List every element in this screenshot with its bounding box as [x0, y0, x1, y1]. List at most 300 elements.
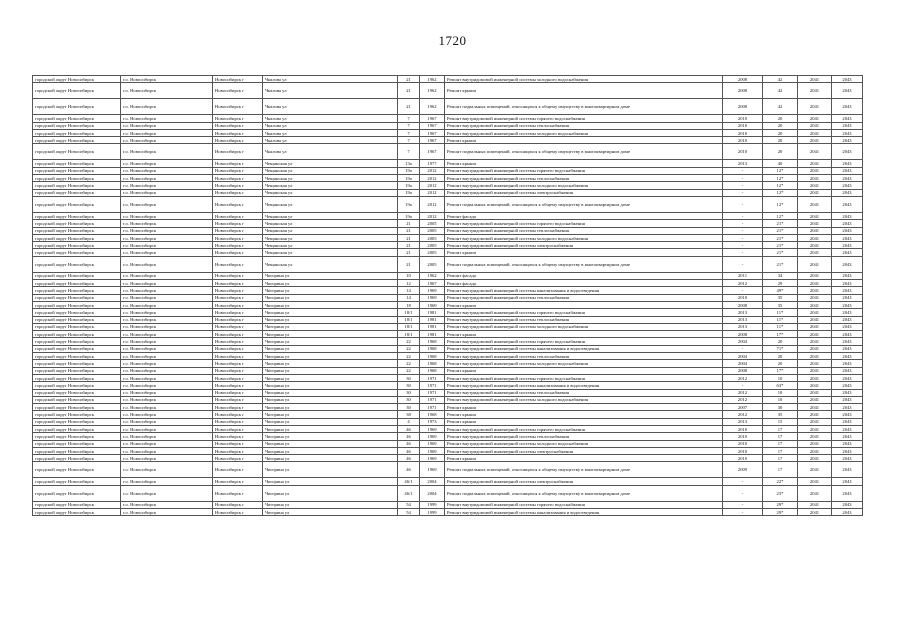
- period-start-cell: 2041: [798, 212, 832, 219]
- period-start-cell: 2041: [798, 389, 832, 396]
- period-end-cell: 2043: [832, 389, 863, 396]
- wear-percent-cell: 12*: [763, 189, 798, 196]
- build-year-cell: 1969: [420, 447, 445, 454]
- build-year-cell: 1968: [420, 367, 445, 374]
- wear-percent-cell: 42: [763, 83, 798, 99]
- wear-percent-cell: 21*: [763, 220, 798, 227]
- district-cell: г.о. Новосибирск: [121, 447, 213, 454]
- municipality-cell: городской округ Новосибирск: [33, 256, 121, 272]
- table-row: [33, 323, 863, 330]
- house-number-cell: 30: [398, 374, 420, 381]
- period-end-cell: 2043: [832, 331, 863, 338]
- district-cell: г.о. Новосибирск: [121, 418, 213, 425]
- work-type-cell: Ремонт крыши: [445, 455, 723, 462]
- last-repair-year-cell: 2013: [723, 160, 763, 167]
- district-cell: г.о. Новосибирск: [121, 462, 213, 478]
- municipality-cell: городской округ Новосибирск: [33, 396, 121, 403]
- municipality-cell: городской округ Новосибирск: [33, 331, 121, 338]
- period-start-cell: 2041: [798, 404, 832, 411]
- street-cell: Чкалова ул: [263, 76, 398, 83]
- street-cell: Чигорина ул: [263, 396, 398, 403]
- last-repair-year-cell: -: [723, 256, 763, 272]
- district-cell: г.о. Новосибирск: [121, 396, 213, 403]
- house-number-cell: 46: [398, 440, 420, 447]
- last-repair-year-cell: -: [723, 167, 763, 174]
- period-end-cell: 2043: [832, 76, 863, 83]
- period-start-cell: 2041: [798, 196, 832, 212]
- period-start-cell: 2041: [798, 345, 832, 352]
- build-year-cell: 2004: [420, 485, 445, 501]
- house-number-cell: 21: [398, 256, 420, 272]
- table-row: [33, 220, 863, 227]
- locality-cell: Новосибирск г: [213, 396, 263, 403]
- build-year-cell: 1981: [420, 316, 445, 323]
- work-type-cell: Ремонт подвальных помещений, относящихся к общему имуществу в многоквартирном доме: [445, 256, 723, 272]
- table-row: [33, 196, 863, 212]
- street-cell: Чигорина ул: [263, 323, 398, 330]
- wear-percent-cell: 20: [763, 338, 798, 345]
- municipality-cell: городской округ Новосибирск: [33, 122, 121, 129]
- house-number-cell: 18/1: [398, 323, 420, 330]
- house-number-cell: 21: [398, 227, 420, 234]
- district-cell: г.о. Новосибирск: [121, 83, 213, 99]
- district-cell: г.о. Новосибирск: [121, 323, 213, 330]
- wear-percent-cell: 20: [763, 122, 798, 129]
- locality-cell: Новосибирск г: [213, 234, 263, 241]
- period-start-cell: 2041: [798, 294, 832, 301]
- locality-cell: Новосибирск г: [213, 433, 263, 440]
- period-end-cell: 2043: [832, 182, 863, 189]
- locality-cell: Новосибирск г: [213, 411, 263, 418]
- build-year-cell: 2012: [420, 196, 445, 212]
- table-row: [33, 83, 863, 99]
- period-start-cell: 2041: [798, 485, 832, 501]
- period-start-cell: 2041: [798, 301, 832, 308]
- table-row: [33, 404, 863, 411]
- wear-percent-cell: 35: [763, 411, 798, 418]
- period-start-cell: 2041: [798, 272, 832, 279]
- work-type-cell: Ремонт крыши: [445, 249, 723, 256]
- house-number-cell: 21: [398, 242, 420, 249]
- work-type-cell: Ремонт внутридомовой инженерной системы горячего водоснабжения: [445, 309, 723, 316]
- last-repair-year-cell: 2007: [723, 404, 763, 411]
- period-end-cell: 2043: [832, 167, 863, 174]
- house-number-cell: 22: [398, 353, 420, 360]
- table-row: [33, 440, 863, 447]
- district-cell: г.о. Новосибирск: [121, 316, 213, 323]
- wear-percent-cell: 17: [763, 462, 798, 478]
- wear-percent-cell: 30: [763, 404, 798, 411]
- street-cell: Чигорина ул: [263, 338, 398, 345]
- period-end-cell: 2043: [832, 338, 863, 345]
- period-end-cell: 2043: [832, 440, 863, 447]
- municipality-cell: городской округ Новосибирск: [33, 447, 121, 454]
- table-row: [33, 227, 863, 234]
- work-type-cell: Ремонт внутридомовой инженерной системы электроснабжения: [445, 478, 723, 485]
- period-end-cell: 2043: [832, 242, 863, 249]
- period-start-cell: 2041: [798, 309, 832, 316]
- locality-cell: Новосибирск г: [213, 287, 263, 294]
- district-cell: г.о. Новосибирск: [121, 404, 213, 411]
- wear-percent-cell: 42: [763, 99, 798, 115]
- wear-percent-cell: 21*: [763, 249, 798, 256]
- house-number-cell: 46/1: [398, 478, 420, 485]
- street-cell: Чещинская ул: [263, 234, 398, 241]
- house-number-cell: 12: [398, 280, 420, 287]
- period-start-cell: 2041: [798, 367, 832, 374]
- last-repair-year-cell: -: [723, 249, 763, 256]
- work-type-cell: Ремонт внутридомовой инженерной системы теплоснабжения: [445, 316, 723, 323]
- build-year-cell: 1967: [420, 129, 445, 136]
- work-type-cell: Ремонт внутридомовой инженерной системы холодного водоснабжения: [445, 182, 723, 189]
- table-row: [33, 249, 863, 256]
- period-end-cell: 2043: [832, 478, 863, 485]
- municipality-cell: городской округ Новосибирск: [33, 242, 121, 249]
- street-cell: Чигорина ул: [263, 287, 398, 294]
- table-row: [33, 309, 863, 316]
- house-number-cell: 30: [398, 404, 420, 411]
- wear-percent-cell: 11*: [763, 309, 798, 316]
- district-cell: г.о. Новосибирск: [121, 309, 213, 316]
- period-start-cell: 2041: [798, 160, 832, 167]
- period-start-cell: 2041: [798, 440, 832, 447]
- municipality-cell: городской округ Новосибирск: [33, 338, 121, 345]
- wear-percent-cell: 23*: [763, 485, 798, 501]
- locality-cell: Новосибирск г: [213, 76, 263, 83]
- period-end-cell: 2043: [832, 316, 863, 323]
- district-cell: г.о. Новосибирск: [121, 360, 213, 367]
- municipality-cell: городской округ Новосибирск: [33, 160, 121, 167]
- house-number-cell: 18/1: [398, 316, 420, 323]
- build-year-cell: 1999: [420, 509, 445, 516]
- wear-percent-cell: 20: [763, 115, 798, 122]
- work-type-cell: Ремонт внутридомовой инженерной системы холодного водоснабжения: [445, 360, 723, 367]
- locality-cell: Новосибирск г: [213, 249, 263, 256]
- district-cell: г.о. Новосибирск: [121, 137, 213, 144]
- house-number-cell: 19а: [398, 212, 420, 219]
- period-end-cell: 2043: [832, 99, 863, 115]
- build-year-cell: 1973: [420, 418, 445, 425]
- locality-cell: Новосибирск г: [213, 212, 263, 219]
- period-start-cell: 2041: [798, 189, 832, 196]
- house-number-cell: 18: [398, 301, 420, 308]
- district-cell: г.о. Новосибирск: [121, 160, 213, 167]
- street-cell: Чещинская ул: [263, 189, 398, 196]
- build-year-cell: 2012: [420, 189, 445, 196]
- period-start-cell: 2041: [798, 338, 832, 345]
- district-cell: г.о. Новосибирск: [121, 175, 213, 182]
- district-cell: г.о. Новосибирск: [121, 440, 213, 447]
- period-start-cell: 2041: [798, 396, 832, 403]
- table-row: [33, 189, 863, 196]
- municipality-cell: городской округ Новосибирск: [33, 418, 121, 425]
- wear-percent-cell: 10: [763, 389, 798, 396]
- locality-cell: Новосибирск г: [213, 83, 263, 99]
- wear-percent-cell: 63*: [763, 382, 798, 389]
- street-cell: Чигорина ул: [263, 433, 398, 440]
- last-repair-year-cell: 2012: [723, 411, 763, 418]
- locality-cell: Новосибирск г: [213, 160, 263, 167]
- work-type-cell: Ремонт внутридомовой инженерной системы горячего водоснабжения: [445, 338, 723, 345]
- municipality-cell: городской округ Новосибирск: [33, 389, 121, 396]
- last-repair-year-cell: 2010: [723, 129, 763, 136]
- work-type-cell: Ремонт внутридомовой инженерной системы теплоснабжения: [445, 294, 723, 301]
- build-year-cell: 1969: [420, 433, 445, 440]
- house-number-cell: 7: [398, 129, 420, 136]
- build-year-cell: 1969: [420, 294, 445, 301]
- locality-cell: Новосибирск г: [213, 374, 263, 381]
- district-cell: г.о. Новосибирск: [121, 212, 213, 219]
- build-year-cell: 1967: [420, 280, 445, 287]
- locality-cell: Новосибирск г: [213, 196, 263, 212]
- period-start-cell: 2041: [798, 182, 832, 189]
- table-row: [33, 478, 863, 485]
- table-row: [33, 433, 863, 440]
- work-type-cell: Ремонт подвальных помещений, относящихся к общему имуществу в многоквартирном доме: [445, 462, 723, 478]
- street-cell: Чещинская ул: [263, 167, 398, 174]
- period-start-cell: 2041: [798, 122, 832, 129]
- work-type-cell: Ремонт внутридомовой инженерной системы канализования и водоотведения: [445, 287, 723, 294]
- work-type-cell: Ремонт внутридомовой инженерной системы холодного водоснабжения: [445, 234, 723, 241]
- period-start-cell: 2041: [798, 455, 832, 462]
- municipality-cell: городской округ Новосибирск: [33, 280, 121, 287]
- house-number-cell: 22: [398, 360, 420, 367]
- locality-cell: Новосибирск г: [213, 323, 263, 330]
- wear-percent-cell: 20: [763, 360, 798, 367]
- period-end-cell: 2043: [832, 234, 863, 241]
- last-repair-year-cell: 2008: [723, 331, 763, 338]
- last-repair-year-cell: 2010: [723, 294, 763, 301]
- period-start-cell: 2041: [798, 501, 832, 508]
- table-row: [33, 256, 863, 272]
- work-type-cell: Ремонт внутридомовой инженерной системы теплоснабжения: [445, 175, 723, 182]
- locality-cell: Новосибирск г: [213, 242, 263, 249]
- house-number-cell: 21: [398, 83, 420, 99]
- period-end-cell: 2043: [832, 220, 863, 227]
- period-start-cell: 2041: [798, 425, 832, 432]
- last-repair-year-cell: -: [723, 227, 763, 234]
- period-start-cell: 2041: [798, 220, 832, 227]
- house-number-cell: 21: [398, 234, 420, 241]
- house-number-cell: 46: [398, 447, 420, 454]
- build-year-cell: 2012: [420, 182, 445, 189]
- table-row: [33, 76, 863, 83]
- period-start-cell: 2041: [798, 144, 832, 160]
- wear-percent-cell: 29: [763, 280, 798, 287]
- house-number-cell: 18/1: [398, 331, 420, 338]
- street-cell: Чещинская ул: [263, 182, 398, 189]
- work-type-cell: Ремонт внутридомовой инженерной системы холодного водоснабжения: [445, 440, 723, 447]
- house-number-cell: 19а: [398, 196, 420, 212]
- build-year-cell: 1971: [420, 389, 445, 396]
- locality-cell: Новосибирск г: [213, 404, 263, 411]
- page-number: 1720: [438, 33, 467, 48]
- municipality-cell: городской округ Новосибирск: [33, 175, 121, 182]
- municipality-cell: городской округ Новосибирск: [33, 189, 121, 196]
- last-repair-year-cell: 2010: [723, 447, 763, 454]
- locality-cell: Новосибирск г: [213, 137, 263, 144]
- work-type-cell: Ремонт подвальных помещений, относящихся к общему имуществу в многоквартирном доме: [445, 99, 723, 115]
- period-end-cell: 2043: [832, 353, 863, 360]
- build-year-cell: 1981: [420, 331, 445, 338]
- period-end-cell: 2043: [832, 396, 863, 403]
- period-end-cell: 2043: [832, 345, 863, 352]
- wear-percent-cell: 20: [763, 144, 798, 160]
- street-cell: Чещинская ул: [263, 227, 398, 234]
- period-end-cell: 2043: [832, 323, 863, 330]
- municipality-cell: городской округ Новосибирск: [33, 433, 121, 440]
- district-cell: г.о. Новосибирск: [121, 189, 213, 196]
- wear-percent-cell: 49*: [763, 287, 798, 294]
- period-end-cell: 2043: [832, 404, 863, 411]
- work-type-cell: Ремонт крыши: [445, 367, 723, 374]
- table-row: [33, 425, 863, 432]
- locality-cell: Новосибирск г: [213, 309, 263, 316]
- period-end-cell: 2043: [832, 374, 863, 381]
- wear-percent-cell: 40: [763, 160, 798, 167]
- house-number-cell: 18/1: [398, 309, 420, 316]
- last-repair-year-cell: 2008: [723, 367, 763, 374]
- municipality-cell: городской округ Новосибирск: [33, 485, 121, 501]
- table-row: [33, 485, 863, 501]
- street-cell: Чкалова ул: [263, 137, 398, 144]
- build-year-cell: 1977: [420, 160, 445, 167]
- period-end-cell: 2043: [832, 509, 863, 516]
- work-type-cell: Ремонт крыши: [445, 418, 723, 425]
- build-year-cell: 1967: [420, 137, 445, 144]
- municipality-cell: городской округ Новосибирск: [33, 353, 121, 360]
- locality-cell: Новосибирск г: [213, 425, 263, 432]
- locality-cell: Новосибирск г: [213, 182, 263, 189]
- street-cell: Чигорина ул: [263, 425, 398, 432]
- build-year-cell: 1971: [420, 382, 445, 389]
- period-start-cell: 2041: [798, 129, 832, 136]
- last-repair-year-cell: -: [723, 212, 763, 219]
- locality-cell: Новосибирск г: [213, 272, 263, 279]
- period-start-cell: 2041: [798, 83, 832, 99]
- wear-percent-cell: 21*: [763, 227, 798, 234]
- locality-cell: Новосибирск г: [213, 501, 263, 508]
- last-repair-year-cell: 2013: [723, 418, 763, 425]
- house-number-cell: 21: [398, 99, 420, 115]
- period-end-cell: 2043: [832, 83, 863, 99]
- municipality-cell: городской округ Новосибирск: [33, 129, 121, 136]
- last-repair-year-cell: 2010: [723, 440, 763, 447]
- build-year-cell: 1971: [420, 404, 445, 411]
- municipality-cell: городской округ Новосибирск: [33, 374, 121, 381]
- wear-percent-cell: 29*: [763, 509, 798, 516]
- table-row: [33, 316, 863, 323]
- house-number-cell: 4: [398, 418, 420, 425]
- house-number-cell: 19а: [398, 175, 420, 182]
- district-cell: г.о. Новосибирск: [121, 485, 213, 501]
- locality-cell: Новосибирск г: [213, 367, 263, 374]
- work-type-cell: Ремонт внутридомовой инженерной системы горячего водоснабжения: [445, 501, 723, 508]
- street-cell: Чещинская ул: [263, 175, 398, 182]
- last-repair-year-cell: -: [723, 287, 763, 294]
- period-end-cell: 2043: [832, 367, 863, 374]
- wear-percent-cell: 17: [763, 425, 798, 432]
- period-end-cell: 2043: [832, 196, 863, 212]
- table-row: [33, 301, 863, 308]
- wear-percent-cell: 10: [763, 374, 798, 381]
- build-year-cell: 1969: [420, 287, 445, 294]
- last-repair-year-cell: -: [723, 175, 763, 182]
- house-number-cell: 22: [398, 367, 420, 374]
- locality-cell: Новосибирск г: [213, 485, 263, 501]
- period-start-cell: 2041: [798, 353, 832, 360]
- district-cell: г.о. Новосибирск: [121, 501, 213, 508]
- table-row: [33, 338, 863, 345]
- table-row: [33, 382, 863, 389]
- district-cell: г.о. Новосибирск: [121, 382, 213, 389]
- last-repair-year-cell: 2013: [723, 316, 763, 323]
- district-cell: г.о. Новосибирск: [121, 256, 213, 272]
- table-row: [33, 115, 863, 122]
- street-cell: Чигорина ул: [263, 382, 398, 389]
- table-row: [33, 411, 863, 418]
- period-end-cell: 2043: [832, 309, 863, 316]
- build-year-cell: 2012: [420, 175, 445, 182]
- municipality-cell: городской округ Новосибирск: [33, 220, 121, 227]
- house-number-cell: 30: [398, 382, 420, 389]
- table-row: [33, 389, 863, 396]
- district-cell: г.о. Новосибирск: [121, 129, 213, 136]
- locality-cell: Новосибирск г: [213, 294, 263, 301]
- period-end-cell: 2043: [832, 212, 863, 219]
- period-end-cell: 2043: [832, 144, 863, 160]
- last-repair-year-cell: 2010: [723, 433, 763, 440]
- period-start-cell: 2041: [798, 433, 832, 440]
- street-cell: Чкалова ул: [263, 122, 398, 129]
- period-start-cell: 2041: [798, 280, 832, 287]
- municipality-cell: городской округ Новосибирск: [33, 367, 121, 374]
- period-start-cell: 2041: [798, 137, 832, 144]
- table-row: [33, 137, 863, 144]
- build-year-cell: 2005: [420, 249, 445, 256]
- street-cell: Чещинская ул: [263, 160, 398, 167]
- table-row: [33, 360, 863, 367]
- house-number-cell: 54: [398, 501, 420, 508]
- street-cell: Чигорина ул: [263, 485, 398, 501]
- house-number-cell: 46: [398, 462, 420, 478]
- build-year-cell: 2012: [420, 212, 445, 219]
- street-cell: Чигорина ул: [263, 331, 398, 338]
- district-cell: г.о. Новосибирск: [121, 345, 213, 352]
- wear-percent-cell: 12*: [763, 182, 798, 189]
- work-type-cell: Ремонт фасада: [445, 272, 723, 279]
- period-start-cell: 2041: [798, 447, 832, 454]
- wear-percent-cell: 11*: [763, 316, 798, 323]
- municipality-cell: городской округ Новосибирск: [33, 440, 121, 447]
- street-cell: Чигорина ул: [263, 309, 398, 316]
- work-type-cell: Ремонт внутридомовой инженерной системы электроснабжения: [445, 242, 723, 249]
- last-repair-year-cell: 2010: [723, 122, 763, 129]
- municipality-cell: городской округ Новосибирск: [33, 478, 121, 485]
- work-type-cell: Ремонт внутридомовой инженерной системы теплоснабжения: [445, 353, 723, 360]
- street-cell: Чигорина ул: [263, 462, 398, 478]
- municipality-cell: городской округ Новосибирск: [33, 272, 121, 279]
- last-repair-year-cell: -: [723, 382, 763, 389]
- municipality-cell: городской округ Новосибирск: [33, 382, 121, 389]
- district-cell: г.о. Новосибирск: [121, 242, 213, 249]
- last-repair-year-cell: -: [723, 501, 763, 508]
- municipality-cell: городской округ Новосибирск: [33, 360, 121, 367]
- last-repair-year-cell: 2010: [723, 144, 763, 160]
- last-repair-year-cell: -: [723, 478, 763, 485]
- build-year-cell: 2005: [420, 256, 445, 272]
- table-row: [33, 396, 863, 403]
